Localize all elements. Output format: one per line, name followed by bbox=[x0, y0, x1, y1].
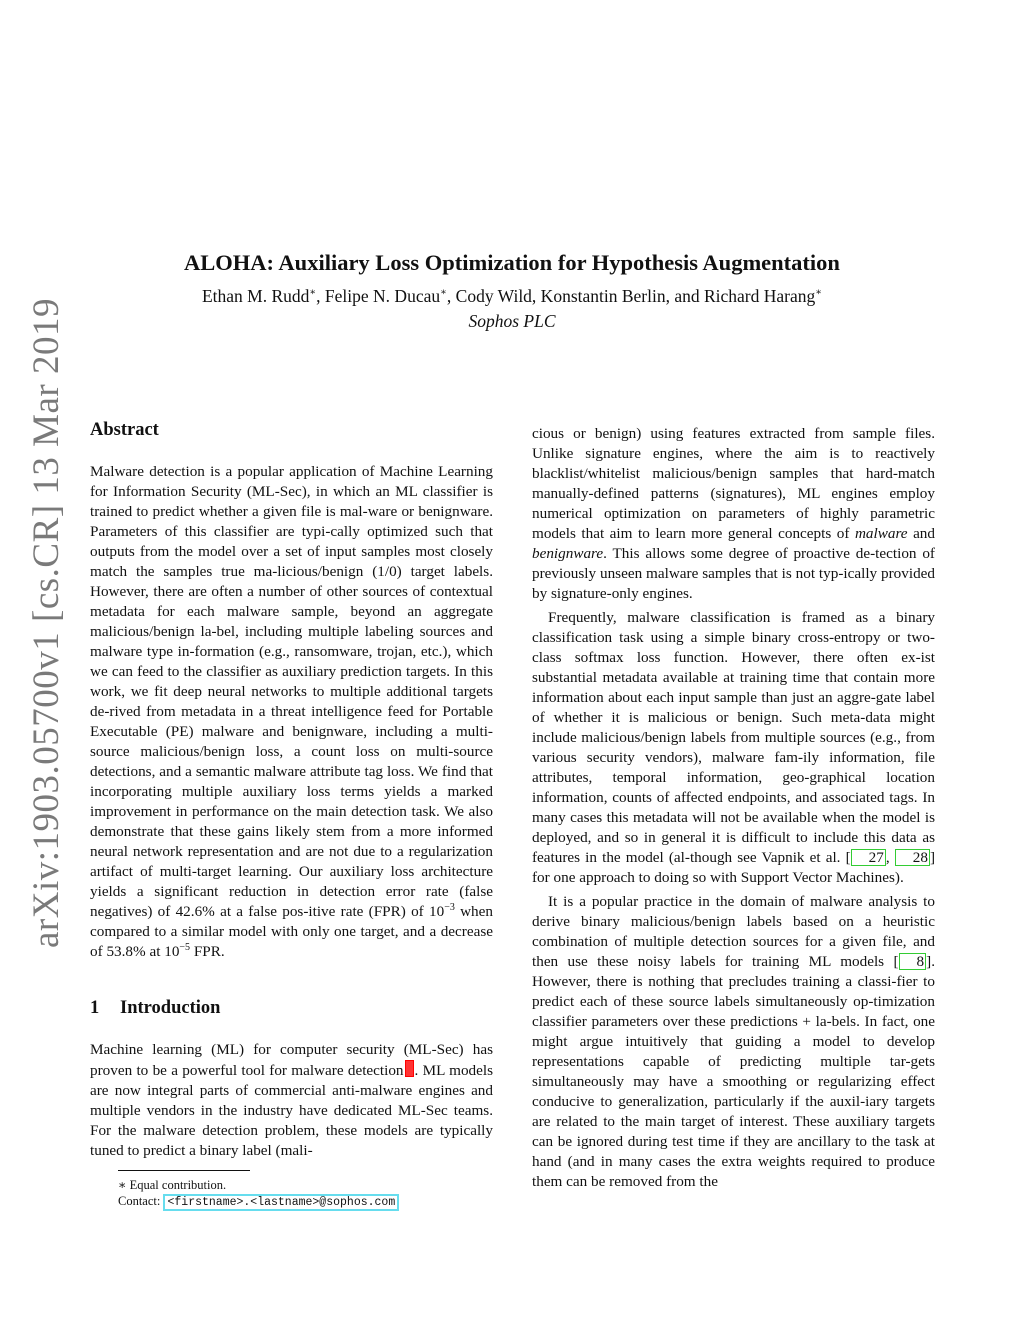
citation-link-27[interactable]: 27 bbox=[851, 849, 886, 866]
abstract-paragraph bbox=[90, 462, 493, 962]
right-paragraph-2 bbox=[532, 608, 935, 888]
intro-text-2: . ML models are now integral parts of commercial anti-malware engines and multiple vendors in the industry have dedicated ML-Sec teams. For the malware detection problem, these models are typically tuned to predict a binary label (mali- bbox=[90, 1062, 494, 1159]
abstract-heading: Abstract bbox=[90, 420, 159, 440]
equal-contribution-mark: ∗ bbox=[815, 287, 823, 299]
section-heading-introduction bbox=[90, 998, 220, 1019]
emphasis-malware: malware bbox=[854, 525, 908, 542]
citation-link[interactable] bbox=[405, 1060, 414, 1077]
abstract-text-1: Malware detection is a popular application of Machine Learning for Information Security (ML-Sec), in which an ML classifier is trained to predict whether a given file is mal-ware or benignware. Parameters of this classifier are typi-cally optimized such that outputs from the model over a set of input samples most closely match the samples true ma-licious/benign (1/0) target labels. However, there are often a number of other sources of contextual metadata for each malware sample, beyond an aggregate malicious/benign la-bel, including multiple labeling sources and malware type in-formation (e.g., ransomware, trojan, etc.), which we can feed to the classifier as auxiliary prediction targets. In this work, we fit deep neural networks to multiple additional targets de-rived from metadata in a threat intelligence feed for Portable Executable (PE) malware and benignware, including a multi-source malicious/benign loss, a count loss on multi-source detections, and a semantic malware attribute tag loss. We find that incorporating multiple auxiliary loss terms yields a marked improvement in performance on the main detection task. We also demonstrate that these gains likely stem from a more informed neural network representation and are not due to a regularization artifact of multi-target learning. Our auxiliary loss architecture yields a significant reduction in detection error rate (false negatives) of 42.6% at a false pos-itive rate (FPR) of 10 bbox=[90, 463, 493, 920]
emphasis-benignware: benignware bbox=[532, 545, 604, 562]
citation-link-8[interactable]: 8 bbox=[899, 953, 927, 970]
footnote-equal-contribution: ∗ Equal contribution. bbox=[118, 1178, 227, 1192]
paper-title: ALOHA: Auxiliary Loss Optimization for Hypothesis Augmentation bbox=[184, 250, 840, 275]
contact-label: Contact: bbox=[118, 1194, 164, 1208]
text: It is a popular practice in the domain of malware analysis to derive binary malicious/benign labels based on a heuristic combination of multiple detection sources for a given file, and then use these noisy labels for training ML models [ bbox=[532, 893, 935, 970]
text: cious or benign) using features extracted from sample files. Unlike signature engines, where the aim is to reactively blacklist/whitelist malicious/benign samples that hard-match manually-defined patterns (signatures), ML engines employ numerical optimization on parameters of highly parametric models that aim to learn more general concepts of bbox=[532, 425, 935, 542]
contact-email-link[interactable]: <firstname>.<lastname>@sophos.com bbox=[163, 1194, 399, 1211]
right-paragraph-3 bbox=[532, 892, 935, 1192]
citation-link-28[interactable]: 28 bbox=[895, 849, 930, 866]
equal-contribution-mark: ∗ bbox=[440, 287, 447, 299]
arxiv-identifier: arXiv:1903.05700v1 [cs.CR] 13 Mar 2019 bbox=[26, 298, 67, 948]
author-rudd: Ethan M. Rudd bbox=[201, 286, 310, 306]
affiliation: Sophos PLC bbox=[468, 311, 556, 331]
abstract-text-3: FPR. bbox=[190, 943, 225, 960]
author-rest: , Cody Wild, Konstantin Berlin, and Richard Harang bbox=[446, 286, 816, 306]
intro-paragraph bbox=[90, 1040, 493, 1161]
introduction-body bbox=[90, 1040, 493, 1161]
footnote-rule bbox=[118, 1170, 250, 1171]
author-ducau: , Felipe N. Ducau bbox=[316, 286, 441, 306]
right-column bbox=[532, 424, 935, 1192]
footnote-contact bbox=[118, 1193, 399, 1211]
exponent: −3 bbox=[444, 901, 455, 913]
text: ]. However, there is nothing that precludes training a classi-fier to predict each of these source labels simultaneously op-timization classifier parameters over these predictions + la-bels. In fact, one might argue intuitively that guiding a model to develop representations capable of predicting multiple tar-gets simultaneously may have a smoothing or regularizing effect conducive to generalization, particularly if the auxil-iary targets are related to the main target of interest. These auxiliary targets can be ignored during test time if they are ancillary to the task at hand (and in many cases the extra weights required to produce them can be removed from the bbox=[532, 953, 935, 1190]
text: Frequently, malware classification is framed as a binary classification task using a simple binary cross-entropy or two-class softmax loss function. However, there often ex-ist substantial metadata available at training time that contain more information about each input sample than just an aggre-gate label of whether it is malicious or benign. Such meta-data might include malicious/benign labels from multiple sources (e.g., from various security vendors), malware fam-ily information, file attributes, temporal information, geo-graphical location information, counts of affected endpoints, and associated tags. In many cases this metadata will not be available when the model is deployed, and so in general it is difficult to include this data as features in the model (al-though see Vapnik et al. [ bbox=[532, 609, 935, 866]
text: , bbox=[885, 849, 895, 866]
equal-contribution-mark: ∗ bbox=[309, 287, 317, 299]
abstract-text-2: when compared to a similar model with only one target, and a decrease of 53.8% at 10 bbox=[90, 903, 493, 960]
text: ] for one approach to doing so with Support Vector Machines). bbox=[532, 849, 936, 886]
section-title: Introduction bbox=[120, 998, 221, 1018]
section-number: 1 bbox=[90, 998, 100, 1018]
exponent: −5 bbox=[179, 941, 191, 953]
text: . This allows some degree of proactive de-tection of previously unseen malware samples that is not typ-ically provided by signature-only engines. bbox=[532, 545, 935, 602]
author-list bbox=[0, 286, 1024, 307]
right-paragraph-1 bbox=[532, 424, 935, 604]
abstract-body bbox=[90, 462, 493, 962]
intro-text-1: Machine learning (ML) for computer security (ML-Sec) has proven to be a powerful tool for malware detection bbox=[90, 1041, 493, 1079]
text: and bbox=[907, 525, 935, 542]
